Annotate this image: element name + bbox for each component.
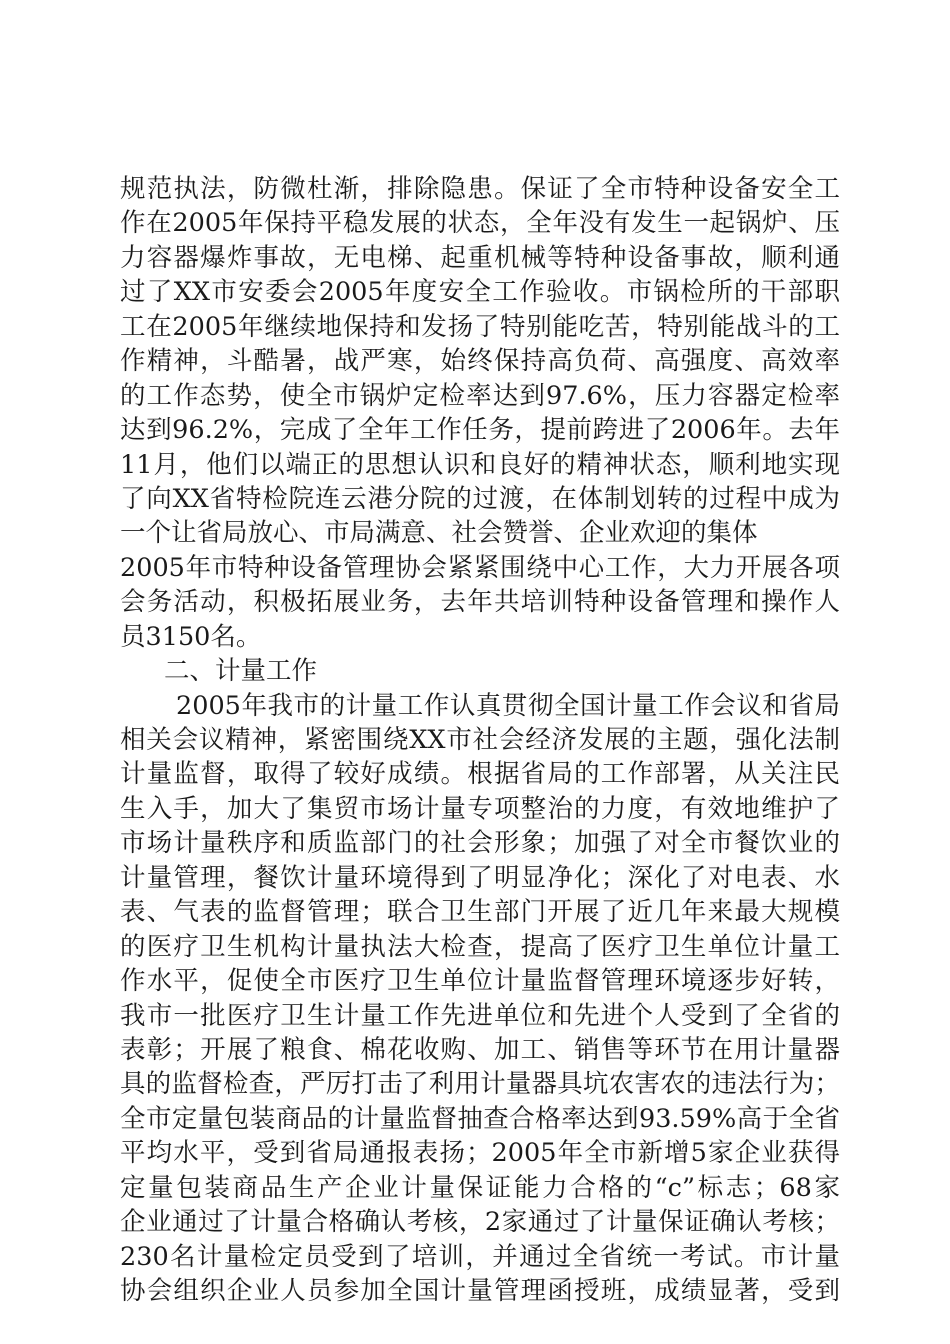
text-line: 力容器爆炸事故，无电梯、起重机械等特种设备事故，顺利通: [120, 242, 840, 273]
text-line: 表彰；开展了粮食、棉花收购、加工、销售等环节在用计量器: [120, 1034, 840, 1065]
text-line: 市场计量秩序和质监部门的社会形象；加强了对全市餐饮业的: [120, 828, 840, 859]
text-line: 表、气表的监督管理；联合卫生部门开展了近几年来最大规模: [120, 897, 840, 928]
text-line: 11月，他们以端正的思想认识和良好的精神状态，顺利地实现: [120, 449, 840, 480]
text-line: 会务活动，积极拓展业务，去年共培训特种设备管理和操作人: [120, 587, 840, 618]
text-line: 企业通过了计量合格确认考核，2家通过了计量保证确认考核；: [120, 1207, 840, 1238]
text-line: 计量管理，餐饮计量环境得到了明显净化；深化了对电表、水: [120, 862, 840, 893]
text-line: 计量监督，取得了较好成绩。根据省局的工作部署，从关注民: [120, 759, 840, 790]
text-line: 2005年市特种设备管理协会紧紧围绕中心工作，大力开展各项: [120, 552, 840, 583]
text-line: 230名计量检定员受到了培训，并通过全省统一考试。市计量: [120, 1241, 840, 1272]
text-line: 工在2005年继续地保持和发扬了特别能吃苦，特别能战斗的工: [120, 311, 840, 342]
text-line: 协会组织企业人员参加全国计量管理函授班，成绩显著，受到: [120, 1276, 840, 1306]
text-line: 定量包装商品生产企业计量保证能力合格的“c”标志；68家: [120, 1172, 840, 1203]
text-line: 2005年我市的计量工作认真贯彻全国计量工作会议和省局: [176, 690, 840, 721]
text-line: 全市定量包装商品的计量监督抽查合格率达到93.59%高于全省: [120, 1103, 840, 1134]
text-line: 的工作态势，使全市锅炉定检率达到97.6%，压力容器定检率: [120, 380, 840, 411]
text-line: 我市一批医疗卫生计量工作先进单位和先进个人受到了全省的: [120, 1000, 840, 1031]
text-line: 了向XX省特检院连云港分院的过渡，在体制划转的过程中成为: [120, 483, 840, 514]
text-line: 平均水平，受到省局通报表扬；2005年全市新增5家企业获得: [120, 1138, 840, 1169]
text-line: 作水平，促使全市医疗卫生单位计量监督管理环境逐步好转，: [120, 966, 840, 997]
text-line: 员3150名。: [120, 621, 262, 652]
text-line: 具的监督检查，严厉打击了利用计量器具坑农害农的违法行为；: [120, 1069, 840, 1100]
text-line: 一个让省局放心、市局满意、社会赞誉、企业欢迎的集体: [120, 518, 758, 549]
paragraph-special-equipment: [120, 172, 840, 654]
text-line: 作精神，斗酷暑，战严寒，始终保持高负荷、高强度、高效率: [120, 346, 840, 377]
section-heading: 二、计量工作: [164, 656, 318, 687]
text-line: 相关会议精神，紧密围绕XX市社会经济发展的主题，强化法制: [120, 725, 840, 755]
text-line: 作在2005年保持平稳发展的状态，全年没有发生一起锅炉、压: [120, 208, 840, 239]
text-line: 生入手，加大了集贸市场计量专项整治的力度，有效地维护了: [120, 793, 840, 824]
text-line: 过了XX市安委会2005年度安全工作验收。市锅检所的干部职: [120, 277, 840, 308]
text-line: 规范执法，防微杜渐，排除隐患。保证了全市特种设备安全工: [120, 174, 840, 204]
document-body: [120, 172, 840, 1308]
paragraph-metrology: [120, 689, 840, 1309]
text-line: 达到96.2%，完成了全年工作任务，提前跨进了2006年。去年: [120, 415, 840, 446]
text-line: 的医疗卫生机构计量执法大检查，提高了医疗卫生单位计量工: [120, 931, 840, 962]
